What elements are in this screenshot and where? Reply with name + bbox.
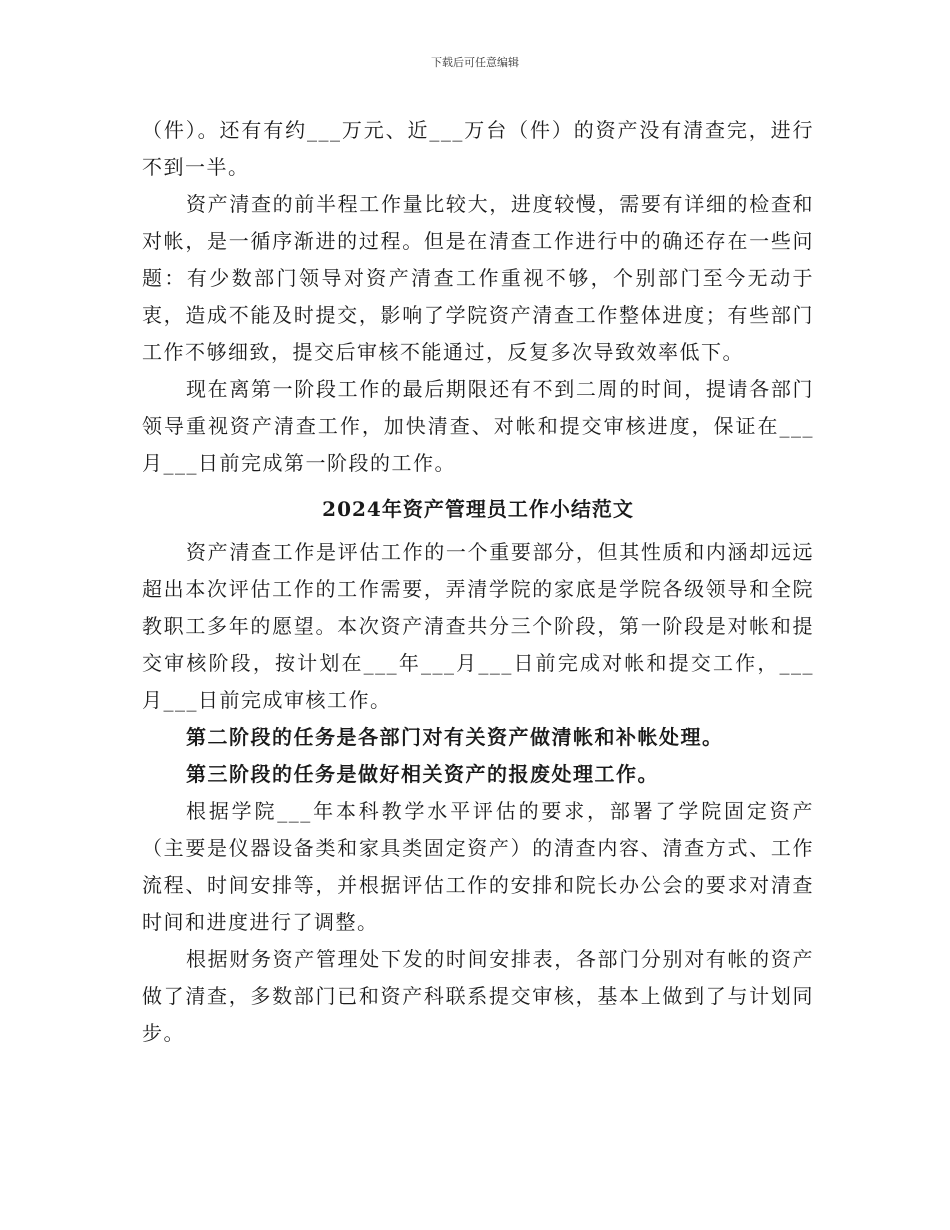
document-body: [142, 112, 814, 1052]
paragraph-schedule: 根据财务资产管理处下发的时间安排表，各部门分别对有帐的资产做了清查，多数部门已和资产科联系提交审核，基本上做到了与计划同步。: [142, 947, 814, 1045]
paragraph-continued: （件）。还有有约___万元、近___万台（件）的资产没有清查完，进行不到一半。: [142, 118, 814, 179]
paragraph-phase-two: 第二阶段的任务是各部门对有关资产做清帐和补帐处理。: [186, 725, 724, 749]
paragraph-deadline-request: 现在离第一阶段工作的最后期限还有不到二周的时间，提请各部门领导重视资产清查工作，加快清查、对帐和提交审核进度，保证在___月___日前完成第一阶段的工作。: [142, 377, 814, 475]
section-title: 2024年资产管理员工作小结范文: [322, 497, 634, 521]
page-header-note: 下载后可任意编辑: [431, 56, 519, 69]
paragraph-overview: 资产清查工作是评估工作的一个重要部分，但其性质和内涵却远远超出本次评估工作的工作需要，弄清学院的家底是学院各级领导和全院教职工多年的愿望。本次资产清查共分三个阶段，第一阶段是对帐和提交审核阶段，按计划在___年___月___日前完成对帐和提交工作，___月___日前完成审核工作。: [142, 540, 814, 712]
paragraph-progress-issues: 资产清查的前半程工作量比较大，进度较慢，需要有详细的检查和对帐，是一循序渐进的过程。但是在清查工作进行中的确还存在一些问题：有少数部门领导对资产清查工作重视不够，个别部门至今无动于衷，造成不能及时提交，影响了学院资产清查工作整体进度；有些部门工作不够细致，提交后审核不能通过，反复多次导致效率低下。: [142, 192, 814, 364]
paragraph-evaluation: 根据学院___年本科教学水平评估的要求，部署了学院固定资产（主要是仪器设备类和家具类固定资产）的清查内容、清查方式、工作流程、时间安排等，并根据评估工作的安排和院长办公会的要求对清查时间和进度进行了调整。: [142, 799, 814, 934]
paragraph-phase-three: 第三阶段的任务是做好相关资产的报废处理工作。: [186, 762, 659, 786]
